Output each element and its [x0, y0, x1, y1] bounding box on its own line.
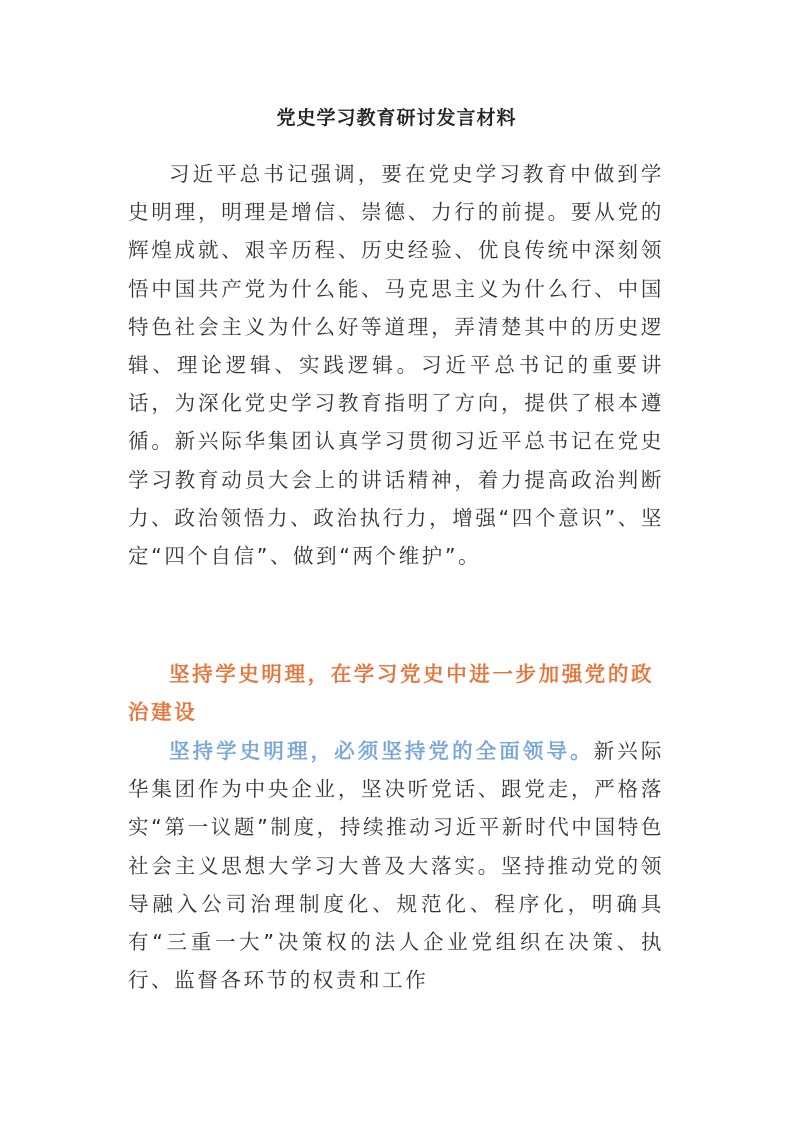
paragraph-intro: 习近平总书记强调，要在党史学习教育中做到学史明理，明理是增信、崇德、力行的前提。要从党的辉煌成就、艰辛历程、历史经验、优良传统中深刻领悟中国共产党为什么能、马克思主义为什么行、中国特色社会主义为什么好等道理，弄清楚其中的历史逻辑、理论逻辑、实践逻辑。习近平总书记的重要讲话，为深化党史学习教育指明了方向，提供了根本遵循。新兴际华集团认真学习贯彻习近平总书记在党史学习教育动员大会上的讲话精神，着力提高政治判断力、政治领悟力、政治执行力，增强“四个意识”、坚定“四个自信”、做到“两个维护”。 — [128, 162, 664, 569]
paragraph-lead: 坚持学史明理，必须坚持党的全面领导。 — [169, 739, 594, 763]
document-title: 党史学习教育研讨发言材料 — [276, 107, 517, 129]
paragraph-body: 新兴际华集团作为中央企业，坚决听党话、跟党走，严格落实“第一议题”制度，持续推动习近平新时代中国特色社会主义思想大学习大普及大落实。坚持推动党的领导融入公司治理制度化、规范化、程序化，明确具有“三重一大”决策权的法人企业党组织在决策、执行、监督各环节的权责和工作 — [128, 739, 664, 993]
section-heading: 坚持学史明理，在学习党史中进一步加强党的政治建设 — [128, 662, 655, 725]
paragraph-section-1 — [128, 732, 664, 999]
